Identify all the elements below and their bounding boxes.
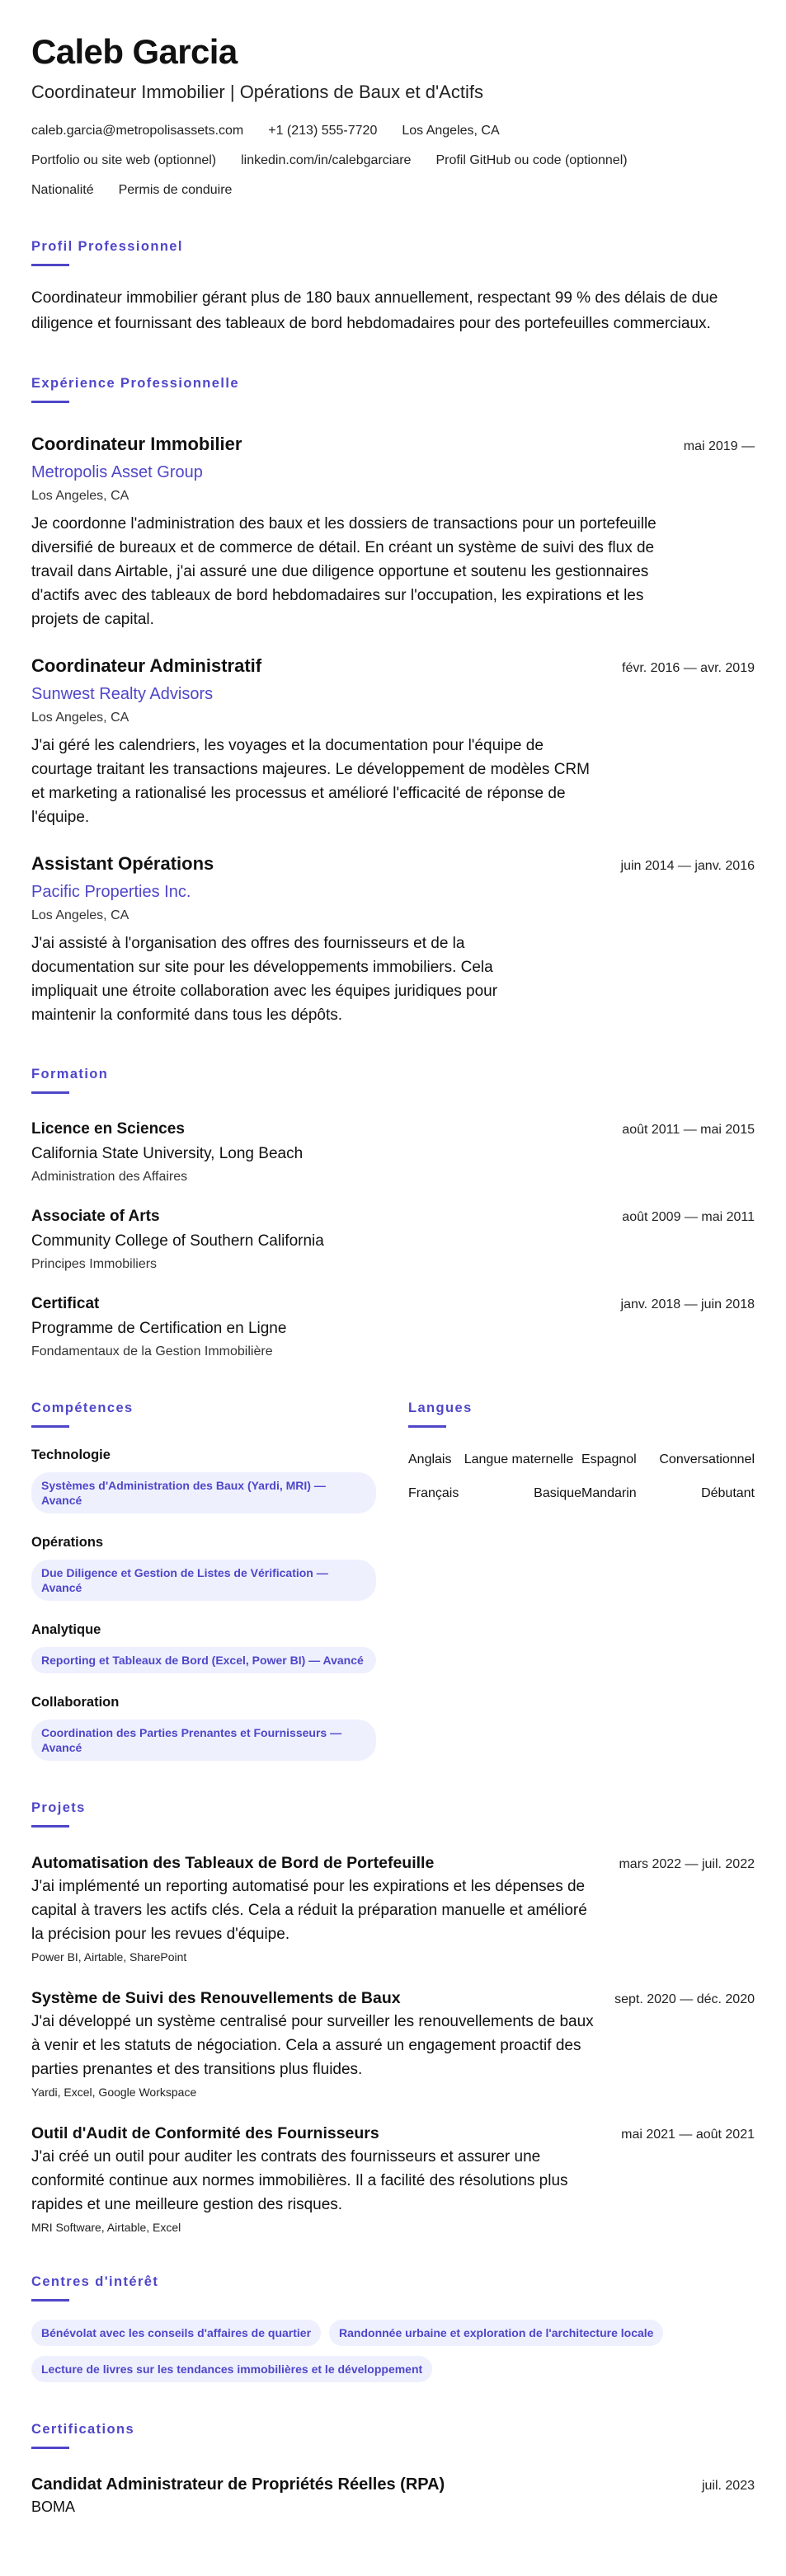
projects-section xyxy=(31,1799,755,2235)
personal-info xyxy=(31,181,755,199)
project-date: mars 2022 — juil. 2022 xyxy=(619,1857,755,1871)
field-of-study: Administration des Affaires xyxy=(31,1170,188,1184)
language-name: Anglais xyxy=(408,1452,452,1466)
section-divider xyxy=(31,264,69,266)
skills-section xyxy=(31,1399,376,1761)
section-divider xyxy=(408,1425,446,1428)
project-title: Outil d'Audit de Conformité des Fournisseurs xyxy=(31,2124,379,2142)
job-location: Los Angeles, CA xyxy=(31,489,129,503)
project-entry xyxy=(31,1987,755,2100)
interests-section xyxy=(31,2273,755,2382)
languages-section xyxy=(408,1399,755,1761)
field-of-study: Principes Immobiliers xyxy=(31,1257,158,1271)
certification-date: juil. 2023 xyxy=(701,2479,755,2493)
company-name: Metropolis Asset Group xyxy=(31,463,203,481)
section-divider xyxy=(31,1425,69,1428)
skill-tag: Coordination des Parties Prenantes et Fournisseurs — Avancé xyxy=(31,1720,376,1761)
project-date: sept. 2020 — déc. 2020 xyxy=(614,1992,755,2006)
github-link[interactable]: Profil GitHub ou code (optionnel) xyxy=(435,153,628,167)
certification-title: Candidat Administrateur de Propriétés Réelles (RPA) xyxy=(31,2475,445,2494)
languages-grid xyxy=(408,1451,755,1502)
job-location: Los Angeles, CA xyxy=(31,908,129,922)
project-tech: MRI Software, Airtable, Excel xyxy=(31,2221,181,2234)
job-entry xyxy=(31,655,755,829)
nationality: Nationalité xyxy=(31,183,94,197)
project-tech: Power BI, Airtable, SharePoint xyxy=(31,1950,187,1964)
job-description: J'ai assisté à l'organisation des offres des fournisseurs et de la documentation sur site pour les développements immobiliers. Cela impliquait une étroite collaboration avec les équipes juridiques pour maintenir la conformité dans tous les dépôts. xyxy=(31,935,498,1024)
company-name: Pacific Properties Inc. xyxy=(31,883,191,901)
job-entry xyxy=(31,852,755,1027)
degree: Licence en Sciences xyxy=(31,1120,185,1138)
skill-category: Opérations xyxy=(31,1535,104,1550)
section-divider xyxy=(31,2299,69,2302)
experience-section xyxy=(31,374,755,1027)
job-title: Assistant Opérations xyxy=(31,853,214,874)
project-entry xyxy=(31,2123,755,2235)
section-title-experience: Expérience Professionnelle xyxy=(31,376,239,391)
resume-header xyxy=(31,31,755,199)
interest-tag: Bénévolat avec les conseils d'affaires de quartier xyxy=(31,2320,321,2346)
language-level: Basique xyxy=(534,1486,581,1500)
section-title-profile: Profil Professionnel xyxy=(31,239,183,254)
language-name: Espagnol xyxy=(581,1452,637,1466)
section-divider xyxy=(31,2447,69,2449)
skills-languages-row xyxy=(31,1399,755,1761)
job-title: Coordinateur Administratif xyxy=(31,655,262,676)
education-date: janv. 2018 — juin 2018 xyxy=(620,1297,755,1311)
project-description: J'ai implémenté un reporting automatisé pour les expirations et les dépenses de capital à travers les actifs clés. Cela a réduit la préparation manuelle et amélioré la précision pour les revues d'équipe. xyxy=(31,1878,587,1943)
education-entry xyxy=(31,1206,755,1274)
email-link[interactable]: caleb.garcia@metropolisassets.com xyxy=(31,124,244,138)
profile-summary: Coordinateur immobilier gérant plus de 180 baux annuellement, respectant 99 % des délais de due diligence et fournissant des tableaux de bord hebdomadaires pour des portefeuilles commerciaux. xyxy=(31,289,718,332)
job-title: Coordinateur Immobilier xyxy=(31,434,242,454)
job-date: juin 2014 — janv. 2016 xyxy=(620,859,755,873)
skill-category: Collaboration xyxy=(31,1695,120,1710)
driving-license: Permis de conduire xyxy=(118,183,233,197)
section-divider xyxy=(31,401,69,403)
education-entry xyxy=(31,1293,755,1361)
contact-info xyxy=(31,122,755,140)
section-title-skills: Compétences xyxy=(31,1401,134,1415)
degree: Certificat xyxy=(31,1295,100,1312)
school: Programme de Certification en Ligne xyxy=(31,1320,287,1337)
section-title-education: Formation xyxy=(31,1067,109,1082)
field-of-study: Fondamentaux de la Gestion Immobilière xyxy=(31,1344,273,1358)
language-level: Conversationnel xyxy=(659,1452,755,1466)
job-location: Los Angeles, CA xyxy=(31,711,129,725)
language-level: Débutant xyxy=(701,1486,755,1500)
job-date: mai 2019 — xyxy=(683,439,755,453)
linkedin-link[interactable]: linkedin.com/in/calebgarciare xyxy=(241,153,412,167)
section-title-certifications: Certifications xyxy=(31,2422,135,2437)
section-title-projects: Projets xyxy=(31,1800,86,1815)
project-title: Système de Suivi des Renouvellements de Baux xyxy=(31,1989,401,2007)
company-name: Sunwest Realty Advisors xyxy=(31,685,214,703)
skill-tag: Due Diligence et Gestion de Listes de Vérification — Avancé xyxy=(31,1560,376,1601)
section-title-interests: Centres d'intérêt xyxy=(31,2274,159,2289)
certifications-section xyxy=(31,2420,755,2517)
job-description: J'ai géré les calendriers, les voyages et la documentation pour l'équipe de courtage traitant les transactions majeures. Le développement de modèles CRM et marketing a rationalisé les processus et amélioré l'efficacité de réponse de l'équipe. xyxy=(31,737,590,826)
language-name: Français xyxy=(408,1486,459,1500)
education-entry xyxy=(31,1119,755,1186)
project-description: J'ai créé un outil pour auditer les contrats des fournisseurs et assurer une conformité continue aux normes immobilières. Il a facilité des résolutions plus rapides et une meilleure gestion des risques. xyxy=(31,2148,568,2213)
section-divider xyxy=(31,1825,69,1828)
job-date: févr. 2016 — avr. 2019 xyxy=(622,661,755,675)
headline: Coordinateur Immobilier | Opérations de Baux et d'Actifs xyxy=(31,82,483,102)
certification-entry xyxy=(31,2474,755,2517)
degree: Associate of Arts xyxy=(31,1208,160,1225)
project-title: Automatisation des Tableaux de Bord de Portefeuille xyxy=(31,1854,435,1872)
interests-list xyxy=(31,2320,741,2382)
skill-category: Analytique xyxy=(31,1622,101,1637)
portfolio-link[interactable]: Portfolio ou site web (optionnel) xyxy=(31,153,217,167)
skill-tag: Systèmes d'Administration des Baux (Yardi, MRI) — Avancé xyxy=(31,1472,376,1513)
project-date: mai 2021 — août 2021 xyxy=(621,2128,755,2142)
education-date: août 2009 — mai 2011 xyxy=(622,1210,755,1224)
section-divider xyxy=(31,1091,69,1094)
certification-issuer: BOMA xyxy=(31,2499,76,2515)
interest-tag: Lecture de livres sur les tendances immobilières et le développement xyxy=(31,2356,432,2382)
job-description: Je coordonne l'administration des baux et les dossiers de transactions pour un portefeuille diversifié de bureaux et de commerce de détail. En créant un système de suivi des flux de travail dans Airtable, j'ai assuré une due diligence opportune et soutenu les gestionnaires d'actifs avec des tableaux de bord hebdomadaires sur l'occupation, les expirations et les projets de capital. xyxy=(31,515,657,628)
links-info xyxy=(31,152,755,170)
interest-tag: Randonnée urbaine et exploration de l'architecture locale xyxy=(329,2320,663,2346)
language-level: Langue maternelle xyxy=(464,1452,574,1466)
school: California State University, Long Beach xyxy=(31,1145,304,1162)
project-description: J'ai développé un système centralisé pour surveiller les renouvellements de baux à venir et les statuts de négociation. Cela a assuré un engagement proactif des parties prenantes et des transitions plus fluides. xyxy=(31,2013,594,2078)
school: Community College of Southern California xyxy=(31,1232,324,1250)
language-name: Mandarin xyxy=(581,1486,637,1500)
profile-section xyxy=(31,237,755,336)
education-section xyxy=(31,1065,755,1361)
section-title-languages: Langues xyxy=(408,1401,473,1415)
skill-category: Technologie xyxy=(31,1448,111,1462)
phone-number: +1 (213) 555-7720 xyxy=(268,124,378,138)
location: Los Angeles, CA xyxy=(402,124,500,138)
project-entry xyxy=(31,1852,755,1964)
job-entry xyxy=(31,433,755,631)
project-tech: Yardi, Excel, Google Workspace xyxy=(31,2086,197,2099)
skill-tag: Reporting et Tableaux de Bord (Excel, Power BI) — Avancé xyxy=(31,1647,376,1673)
candidate-name: Caleb Garcia xyxy=(31,32,238,71)
education-date: août 2011 — mai 2015 xyxy=(622,1123,755,1137)
